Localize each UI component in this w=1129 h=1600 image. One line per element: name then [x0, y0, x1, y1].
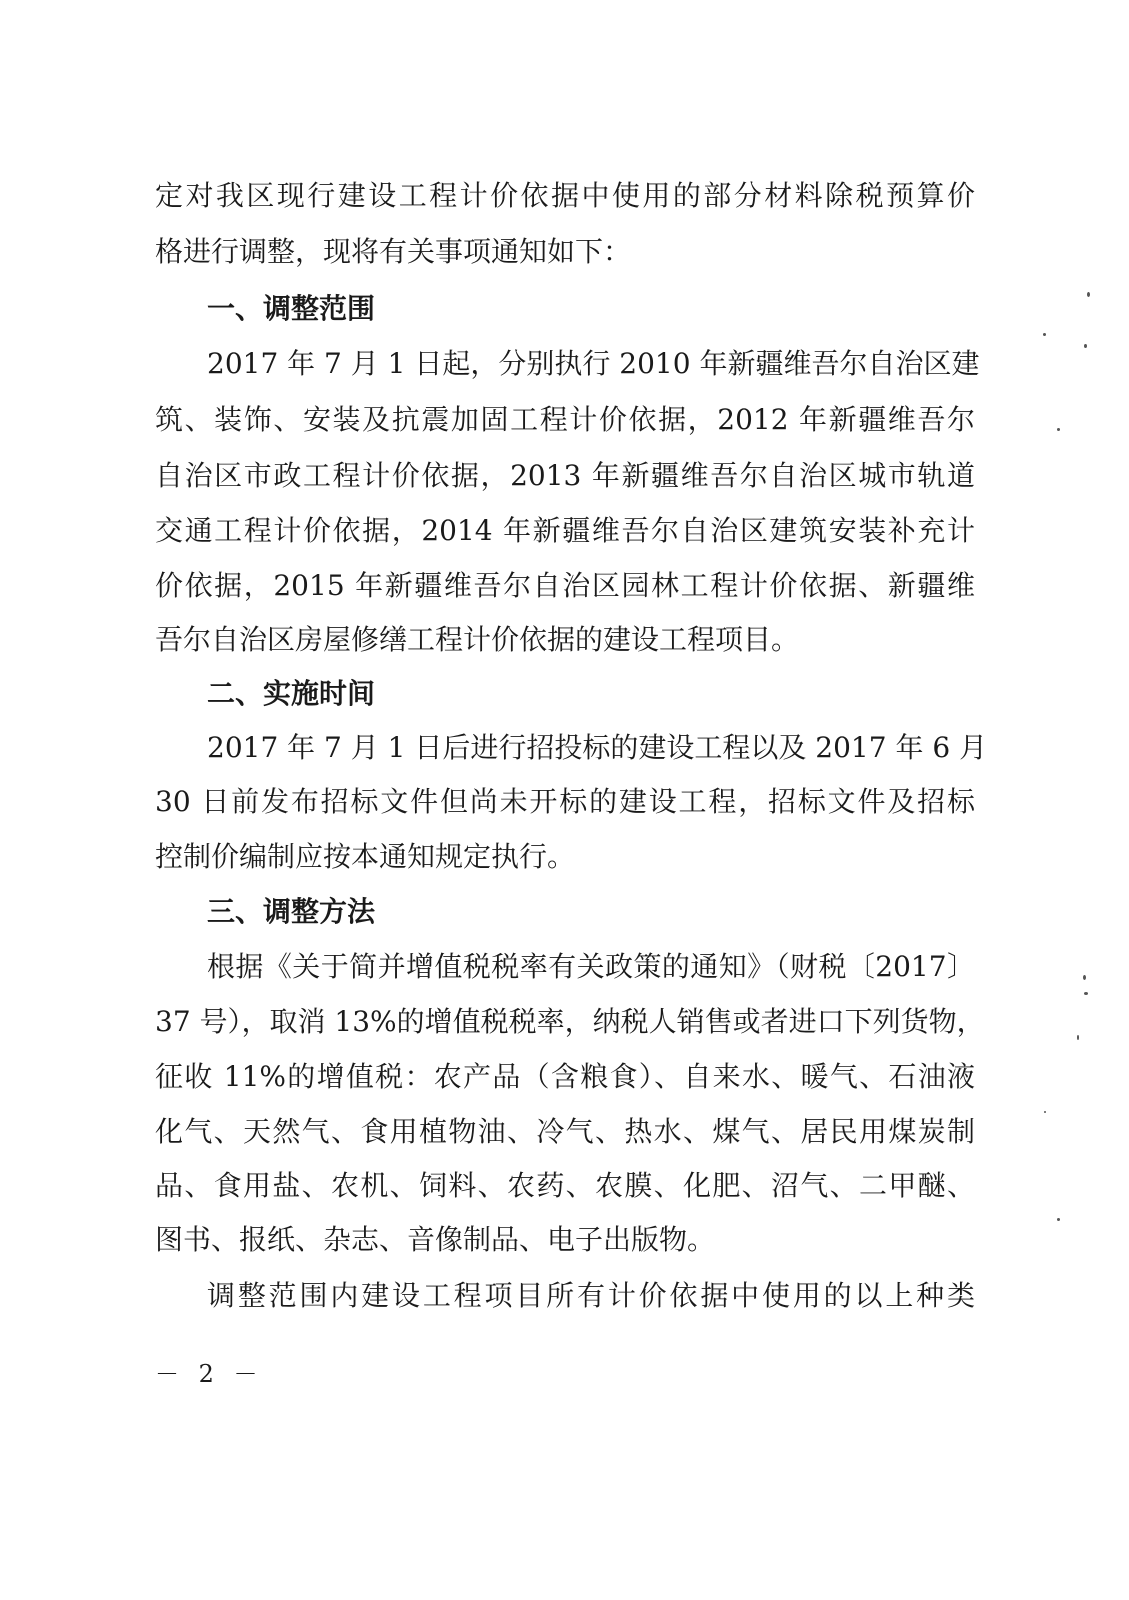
paragraph-line: 交通工程计价依据，2014 年新疆维吾尔自治区建筑安装补充计 [155, 514, 975, 547]
paragraph-line: 征收 11%的增值税：农产品（含粮食）、自来水、暖气、石油液 [155, 1060, 975, 1093]
scan-speck [1084, 992, 1088, 995]
paragraph-line: 控制价编制应按本通知规定执行。 [155, 840, 576, 873]
scan-speck [1057, 428, 1060, 431]
paragraph-line: 定对我区现行建设工程计价依据中使用的部分材料除税预算价 [155, 179, 975, 212]
section-heading-scope: 一、调整范围 [207, 292, 376, 325]
paragraph-line: 2017 年 7 月 1 日起，分别执行 2010 年新疆维吾尔自治区建 [207, 347, 980, 380]
paragraph-line: 自治区市政工程计价依据，2013 年新疆维吾尔自治区城市轨道 [155, 459, 975, 492]
page-number: － 2 － [155, 1360, 264, 1388]
section-heading-timing: 二、实施时间 [207, 677, 376, 710]
paragraph-line: 2017 年 7 月 1 日后进行招投标的建设工程以及 2017 年 6 月 [207, 731, 988, 764]
paragraph-line: 37 号），取消 13%的增值税税率，纳税人销售或者进口下列货物， [155, 1005, 985, 1038]
scan-speck [1044, 1111, 1046, 1113]
paragraph-line: 根据《关于简并增值税税率有关政策的通知》（财税〔2017〕 [207, 950, 975, 983]
scan-speck [1077, 1035, 1079, 1040]
section-heading-method: 三、调整方法 [207, 895, 376, 928]
paragraph-line: 品、食用盐、农机、饲料、农药、农膜、化肥、沼气、二甲醚、 [155, 1169, 975, 1202]
paragraph-line: 格进行调整，现将有关事项通知如下： [155, 235, 632, 268]
scan-speck [1043, 333, 1046, 336]
paragraph-line: 图书、报纸、杂志、音像制品、电子出版物。 [155, 1223, 716, 1256]
paragraph-line: 筑、装饰、安装及抗震加固工程计价依据，2012 年新疆维吾尔 [155, 403, 975, 436]
paragraph-line: 调整范围内建设工程项目所有计价依据中使用的以上种类 [207, 1279, 975, 1312]
paragraph-line: 化气、天然气、食用植物油、冷气、热水、煤气、居民用煤炭制 [155, 1115, 975, 1148]
paragraph-line: 价依据，2015 年新疆维吾尔自治区园林工程计价依据、新疆维 [155, 569, 975, 602]
scan-speck [1057, 1218, 1060, 1221]
scan-speck [1087, 292, 1090, 297]
scan-speck [1084, 344, 1087, 348]
scan-speck [1083, 975, 1086, 980]
paragraph-line: 吾尔自治区房屋修缮工程计价依据的建设工程项目。 [155, 623, 800, 656]
paragraph-line: 30 日前发布招标文件但尚未开标的建设工程，招标文件及招标 [155, 785, 975, 818]
